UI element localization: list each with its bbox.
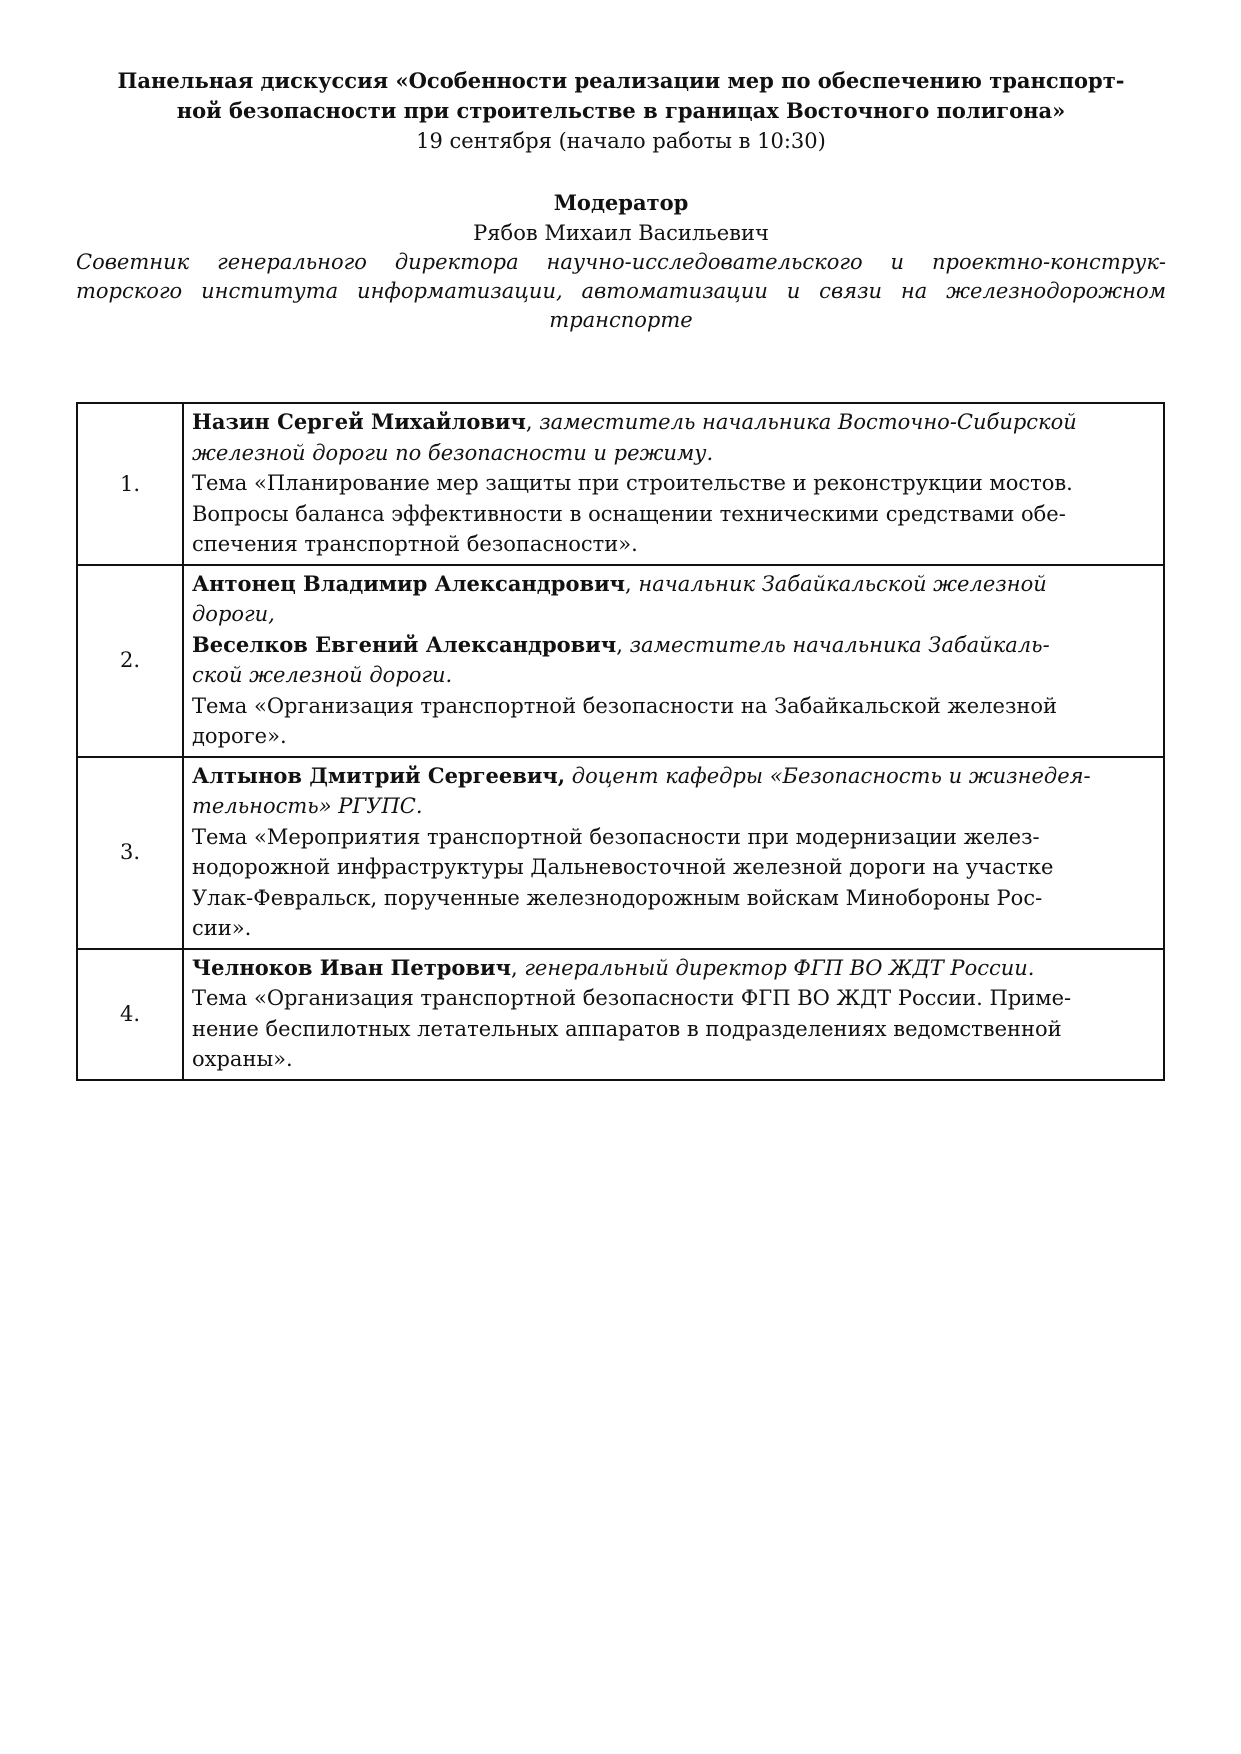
speakers-table bbox=[76, 402, 1165, 1081]
speaker-name: Веселков Евгений Александрович bbox=[192, 631, 617, 657]
speaker-role: доцент кафедры «Безопасность и жизнедея- bbox=[571, 763, 1091, 788]
speaker-role: заместитель начальника Забайкаль- bbox=[629, 632, 1050, 657]
moderator-role bbox=[76, 248, 1166, 335]
moderator-role-line: транспорте bbox=[549, 308, 693, 332]
moderator-block bbox=[76, 188, 1166, 335]
moderator-name: Рябов Михаил Васильевич bbox=[473, 221, 769, 245]
talk-topic: сии». bbox=[192, 916, 252, 940]
moderator-label: Модератор bbox=[553, 190, 689, 215]
table-row bbox=[77, 949, 1164, 1080]
table-row bbox=[77, 403, 1164, 565]
moderator-role-line: Советник генерального директора научно-исследовательского и проектно-конструк- bbox=[76, 250, 1166, 274]
row-number: 3. bbox=[77, 757, 183, 949]
talk-topic: спечения транспортной безопасности». bbox=[192, 532, 638, 556]
document-header bbox=[76, 66, 1166, 156]
talk-topic: охраны». bbox=[192, 1047, 293, 1071]
table-row bbox=[77, 757, 1164, 949]
separator: , bbox=[616, 632, 630, 657]
talk-topic: Тема «Мероприятия транспортной безопасности при модернизации желез- bbox=[192, 824, 1040, 849]
talk-topic: нение беспилотных летательных аппаратов в подразделениях ведомственной bbox=[192, 1016, 1062, 1041]
speaker-role: начальник Забайкальской железной bbox=[638, 571, 1047, 596]
separator: , bbox=[510, 955, 525, 980]
row-number: 2. bbox=[77, 565, 183, 757]
speaker-name: Алтынов Дмитрий Сергеевич, bbox=[192, 762, 566, 788]
talk-topic: нодорожной инфраструктуры Дальневосточной железной дороги на участке bbox=[192, 855, 1054, 879]
speaker-name: Назин Сергей Михайлович bbox=[192, 409, 526, 434]
talk-topic: Тема «Планирование мер защиты при строительстве и реконструкции мостов. bbox=[192, 471, 1073, 495]
separator: , bbox=[525, 410, 540, 434]
panel-title-line: ной безопасности при строительстве в границах Восточного полигона» bbox=[176, 98, 1066, 123]
speaker-role: железной дороги по безопасности и режиму. bbox=[192, 440, 714, 465]
moderator-role-line: торского института информатизации, автоматизации и связи на железнодорожном bbox=[76, 279, 1166, 303]
table-row bbox=[77, 565, 1164, 757]
speaker-cell bbox=[183, 757, 1164, 949]
speaker-role: ской железной дороги. bbox=[192, 663, 453, 687]
talk-topic: Улак-Февральск, порученные железнодорожным войскам Минобороны Рос- bbox=[192, 885, 1043, 910]
panel-date: 19 сентября (начало работы в 10:30) bbox=[416, 129, 826, 153]
panel-title bbox=[76, 66, 1166, 126]
talk-topic: Вопросы баланса эффективности в оснащении техническими средствами обе- bbox=[192, 501, 1066, 526]
speaker-cell bbox=[183, 949, 1164, 1080]
separator: , bbox=[625, 571, 639, 596]
speaker-name: Антонец Владимир Александрович bbox=[192, 570, 626, 596]
panel-title-line: Панельная дискуссия «Особенности реализации мер по обеспечению транспорт- bbox=[117, 68, 1125, 93]
talk-topic: Тема «Организация транспортной безопасности на Забайкальской железной bbox=[192, 693, 1058, 718]
row-number: 4. bbox=[77, 949, 183, 1080]
speaker-cell bbox=[183, 403, 1164, 565]
speaker-role: дороги, bbox=[192, 602, 275, 626]
separator bbox=[565, 764, 572, 788]
row-number: 1. bbox=[77, 403, 183, 565]
speaker-name: Челноков Иван Петрович bbox=[192, 954, 511, 980]
talk-topic: дороге». bbox=[192, 724, 287, 748]
talk-topic: Тема «Организация транспортной безопасности ФГП ВО ЖДТ России. Приме- bbox=[192, 986, 1072, 1010]
speaker-role: заместитель начальника Восточно-Сибирской bbox=[539, 410, 1077, 434]
speaker-role: тельность» РГУПС. bbox=[192, 794, 423, 818]
speaker-cell bbox=[183, 565, 1164, 757]
speaker-role: генеральный директор ФГП ВО ЖДТ России. bbox=[524, 955, 1035, 980]
